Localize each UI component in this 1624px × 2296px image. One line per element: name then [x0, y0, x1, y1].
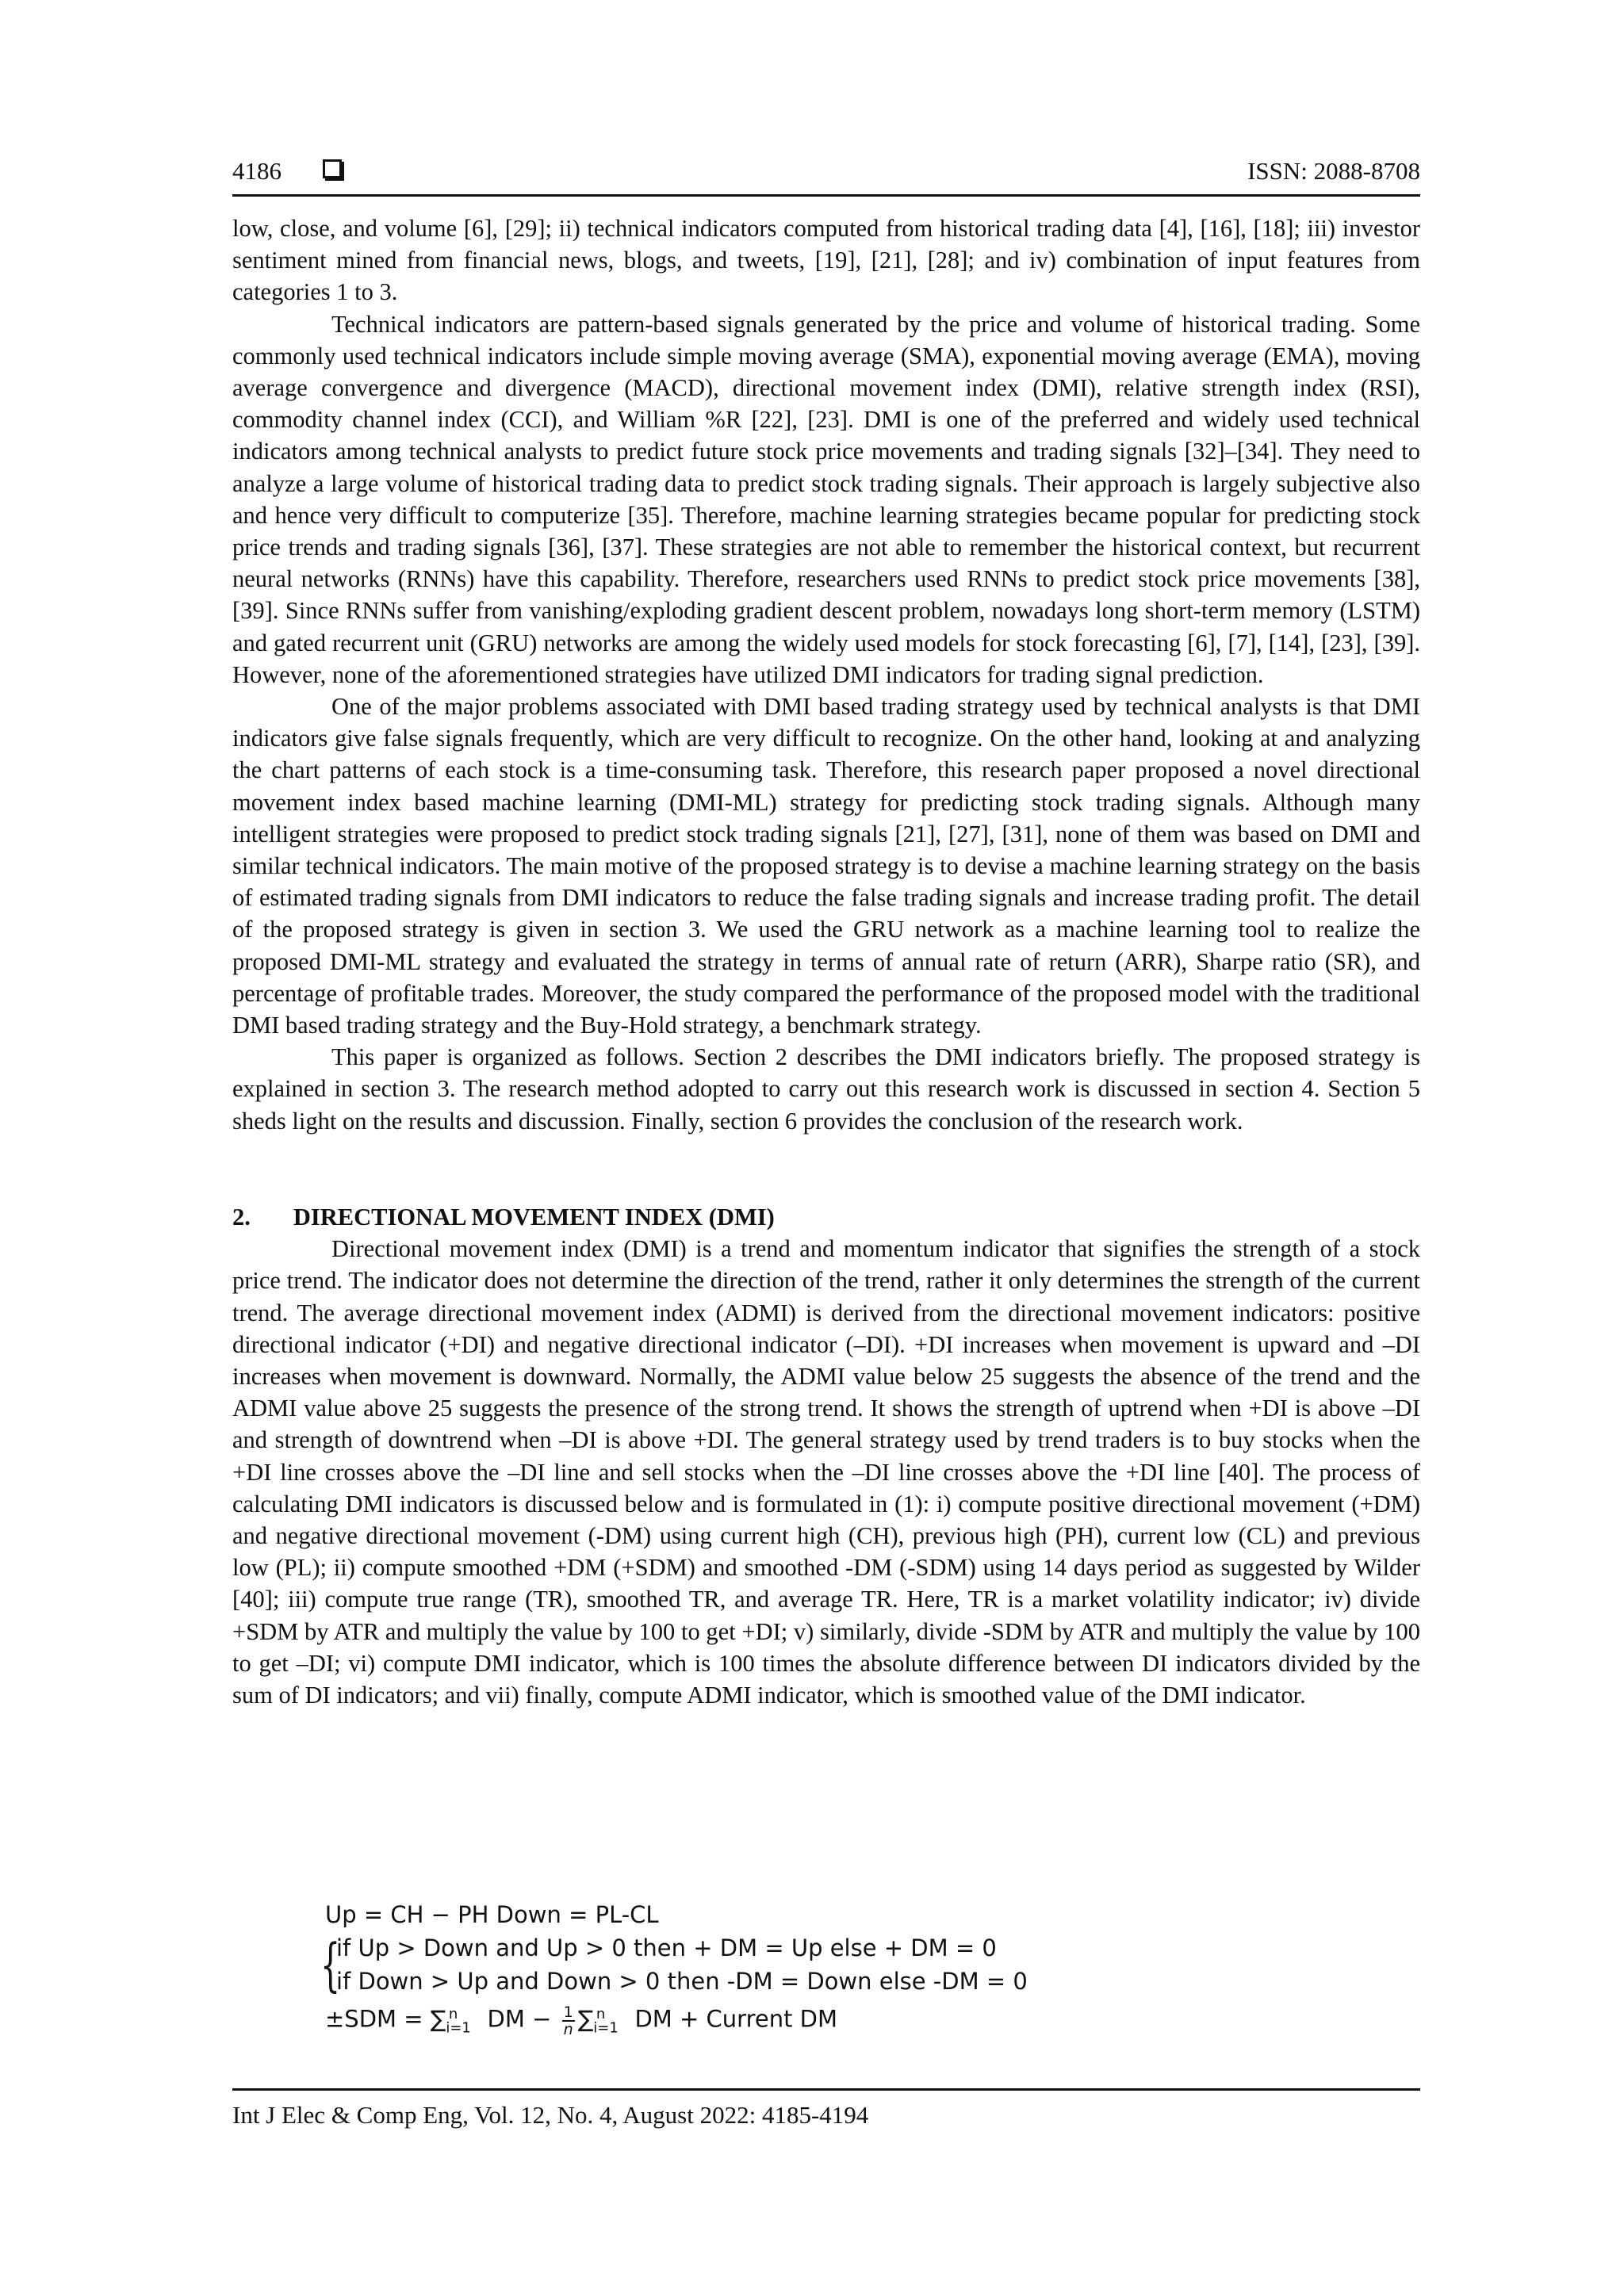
section-heading — [232, 1201, 1420, 1233]
page-footer: Int J Elec & Comp Eng, Vol. 12, No. 4, August 2022: 4185-4194 — [232, 2101, 869, 2129]
equation-line-4 — [325, 1998, 1277, 2038]
sum-symbol-2: $\sum_{i=1}^n$ — [577, 2005, 619, 2037]
issn-label: ISSN: 2088-8708 — [1247, 157, 1420, 185]
page-number: 4186 — [232, 157, 282, 185]
square-bullet-icon — [323, 159, 342, 178]
equation-line-2: if Up > Down and Up > 0 then + DM = Up else + DM = 0 — [336, 1934, 997, 1961]
paragraph-1: low, close, and volume [6], [29]; ii) technical indicators computed from historical trading data [4], [16], [18]; iii) investor sentiment mined from financial news, blogs, and tweets, [19], [21], [28]; and iv) combination of input features from categories 1 to 3. — [232, 215, 1420, 306]
section-paragraph: Directional movement index (DMI) is a trend and momentum indicator that signifies the strength of a stock price trend. The indicator does not determine the direction of the trend, rather it only determines the strength of the current trend. The average directional movement index (ADMI) is derived from the directional movement indicators: positive directional indicator (+DI) and negative directional indicator (–DI). +DI increases when movement is upward and –DI increases when movement is downward. Normally, the ADMI value below 25 suggests the absence of the trend and the ADMI value above 25 suggests the presence of the strong trend. It shows the strength of uptrend when +DI is above –DI and strength of downtrend when –DI is above +DI. The general strategy used by trend traders is to buy stocks when the +DI line crosses above the –DI line and sell stocks when the –DI line crosses above the +DI line [40]. The process of calculating DMI indicators is discussed below and is formulated in (1): i) compute positive directional movement (+DM) and negative directional movement (-DM) using current high (CH), previous high (PH), current low (CL) and previous low (PL); ii) compute smoothed +DM (+SDM) and smoothed -DM (-SDM) using 14 days period as suggested by Wilder [40]; iii) compute true range (TR), smoothed TR, and average TR. Here, TR is a market volatility indicator; iv) divide +SDM by ATR and multiply the value by 100 to get +DI; v) similarly, divide -SDM by ATR and multiply the value by 100 to get –DI; vi) compute DMI indicator, which is 100 times the absolute difference between DI indicators divided by the sum of DI indicators; and vii) finally, compute ADMI indicator, which is smoothed value of the DMI indicator. — [232, 1235, 1420, 1709]
sdm-lhs: ±SDM = — [325, 2005, 431, 2033]
section-spacer — [232, 1137, 1420, 1201]
section-number: 2. — [232, 1203, 251, 1230]
paragraph-3: One of the major problems associated with DMI based trading strategy used by technical analysts is that DMI indicators give false signals frequently, which are very difficult to recognize. On the other hand, looking at and analyzing the chart patterns of each stock is a time-consuming task. Therefore, this research paper proposed a novel directional movement index based machine learning (DMI-ML) strategy for predicting stock trading signals. Although many intelligent strategies were proposed to predict stock trading signals [21], [27], [31], none of them was based on DMI and similar technical indicators. The main motive of the proposed strategy is to devise a machine learning strategy on the basis of estimated trading signals from DMI indicators to reduce the false trading signals and increase trading profit. The detail of the proposed strategy is given in section 3. We used the GRU network as a machine learning tool to realize the proposed DMI-ML strategy and evaluated the strategy in terms of annual rate of return (ARR), Sharpe ratio (SR), and percentage of profitable trades. Moreover, the study compared the performance of the proposed model with the traditional DMI based trading strategy and the Buy-Hold strategy, a benchmark strategy. — [232, 693, 1420, 1039]
dm-term-1: DM − — [480, 2005, 559, 2033]
footer-rule — [232, 2088, 1420, 2091]
left-brace: { — [320, 1931, 341, 1998]
equation-block — [320, 1898, 1277, 2038]
equation-line-1: Up = CH − PH Down = PL-CL — [325, 1901, 659, 1928]
sum-symbol-1: $\sum_{i=1}^n$ — [430, 2005, 471, 2037]
section-title: DIRECTIONAL MOVEMENT INDEX (DMI) — [293, 1203, 775, 1230]
paragraph-2: Technical indicators are pattern-based signals generated by the price and volume of historical trading. Some commonly used technical indicators include simple moving average (SMA), exponential moving average (EMA), moving average convergence and divergence (MACD), directional movement index (DMI), relative strength index (RSI), commodity channel index (CCI), and William %R [22], [23]. DMI is one of the preferred and widely used technical indicators among technical analysts to predict future stock price movements and trading signals [32]–[34]. They need to analyze a large volume of historical trading data to predict stock trading signals. Their approach is largely subjective also and hence very difficult to computerize [35]. Therefore, machine learning strategies became popular for predicting stock price trends and trading signals [36], [37]. These strategies are not able to remember the historical context, but recurrent neural networks (RNNs) have this capability. Therefore, researchers used RNNs to predict stock price movements [38], [39]. Since RNNs suffer from vanishing/exploding gradient descent problem, nowadays long short-term memory (LSTM) and gated recurrent unit (GRU) networks are among the widely used models for stock forecasting [6], [7], [14], [23], [39]. However, none of the aforementioned strategies have utilized DMI indicators for trading signal prediction. — [232, 310, 1420, 688]
dm-term-2: DM + Current DM — [627, 2005, 838, 2033]
page-header — [232, 155, 1420, 187]
header-rule — [232, 194, 1420, 197]
article-body — [232, 212, 1420, 1711]
equation-cases — [320, 1931, 1277, 1998]
equation-line-3: if Down > Up and Down > 0 then -DM = Down else -DM = 0 — [336, 1968, 1028, 1995]
fraction-one-over-n: $\frac{1}{n}$ — [563, 2003, 573, 2038]
paragraph-4: This paper is organized as follows. Section 2 describes the DMI indicators briefly. The proposed strategy is explained in section 3. The research method adopted to carry out this research work is discussed in section 4. Section 5 sheds light on the results and discussion. Finally, section 6 provides the conclusion of the research work. — [232, 1043, 1420, 1135]
